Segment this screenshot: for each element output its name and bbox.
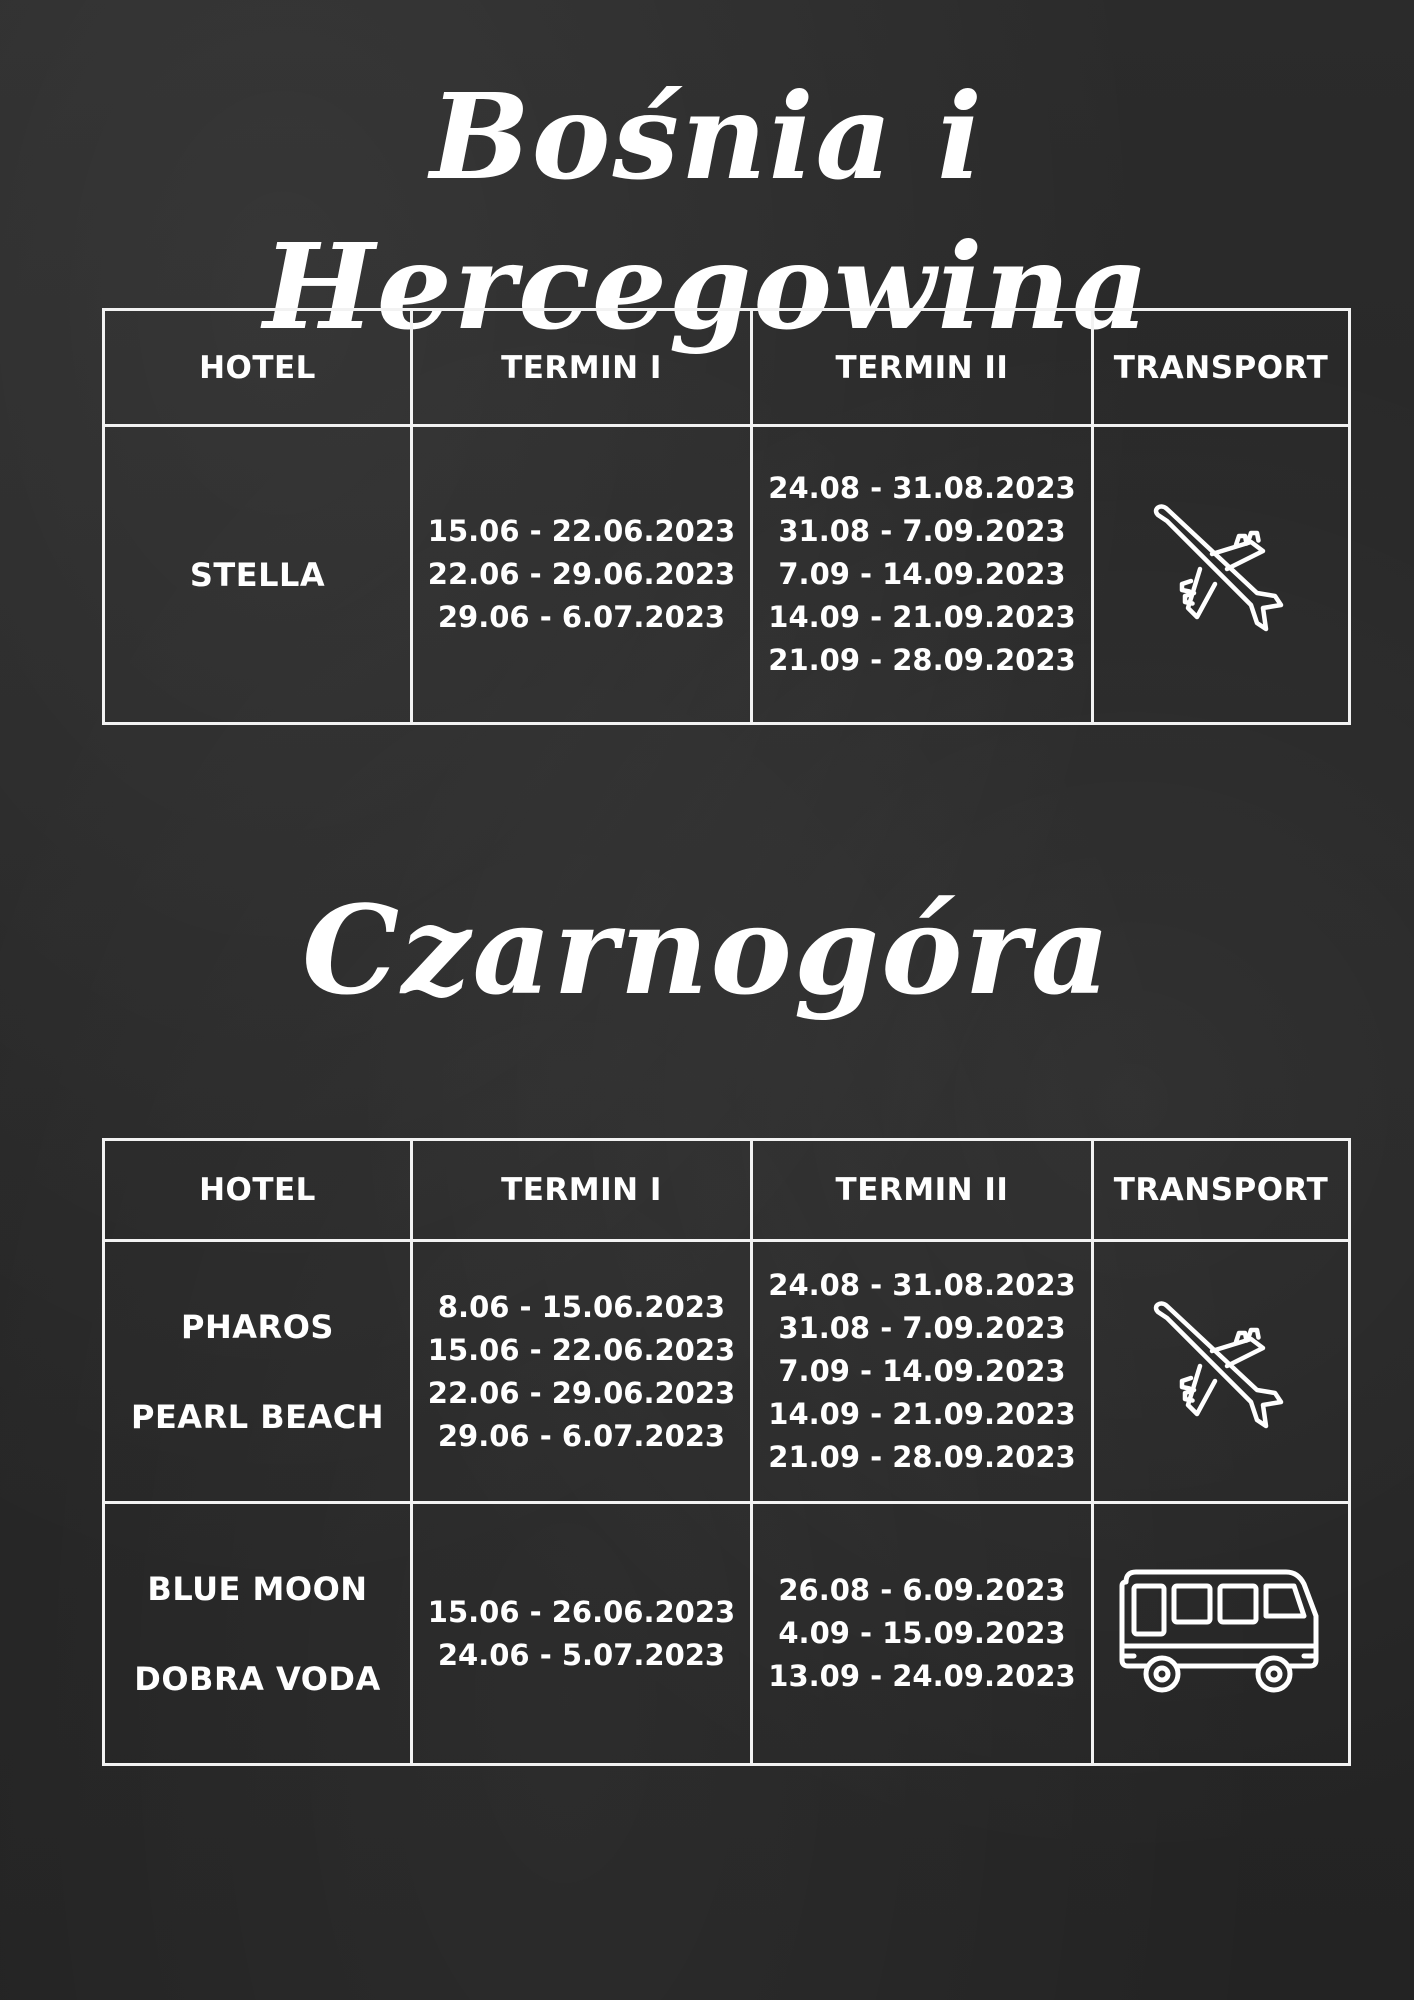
date-range: 15.06 - 22.06.2023: [427, 514, 736, 548]
date-range: 26.08 - 6.09.2023: [778, 1573, 1066, 1607]
date-range: 31.08 - 7.09.2023: [778, 514, 1066, 548]
header-term1: TERMIN I: [412, 310, 752, 426]
section-title-bosnia: Bośnia i Hercegowina: [263, 67, 1151, 356]
header-hotel: HOTEL: [104, 1140, 412, 1241]
date-range: 21.09 - 28.09.2023: [768, 643, 1076, 677]
date-range: 21.09 - 28.09.2023: [768, 1440, 1076, 1474]
date-range: 15.06 - 22.06.2023: [427, 1332, 736, 1367]
header-transport: TRANSPORT: [1093, 310, 1350, 426]
header-transport: TRANSPORT: [1093, 1140, 1350, 1241]
hotel-cell: [104, 1241, 412, 1503]
header-term2: TERMIN II: [752, 1140, 1093, 1241]
date-range: 7.09 - 14.09.2023: [778, 557, 1066, 591]
table-header-row: [104, 1140, 1350, 1241]
term1-cell: [412, 426, 752, 724]
date-range: 8.06 - 15.06.2023: [437, 1289, 726, 1324]
hotel-cell: [104, 426, 412, 724]
table-row: [104, 426, 1350, 724]
date-range: 14.09 - 21.09.2023: [768, 1397, 1076, 1431]
date-range: 29.06 - 6.07.2023: [437, 600, 726, 634]
term2-cell: [752, 1241, 1093, 1503]
term2-cell: [752, 426, 1093, 724]
date-range: 15.06 - 26.06.2023: [427, 1594, 736, 1629]
transport-cell: [1093, 426, 1350, 724]
table-row: [104, 1503, 1350, 1765]
transport-cell: [1093, 1241, 1350, 1503]
date-range: 29.06 - 6.07.2023: [437, 1418, 726, 1453]
header-term1: TERMIN I: [412, 1140, 752, 1241]
hotel-name: PHAROS: [181, 1307, 334, 1346]
hotel-name: BLUE MOON: [147, 1569, 368, 1608]
date-range: 22.06 - 29.06.2023: [427, 1375, 736, 1410]
date-range: 24.08 - 31.08.2023: [768, 471, 1076, 505]
date-range: 24.06 - 5.07.2023: [437, 1637, 726, 1672]
header-term2: TERMIN II: [752, 310, 1093, 426]
airplane-icon: [1094, 500, 1348, 650]
table-row: [104, 1241, 1350, 1503]
date-range: 7.09 - 14.09.2023: [778, 1354, 1066, 1388]
term1-cell: [412, 1503, 752, 1765]
hotel-name: STELLA: [189, 555, 326, 594]
section-title-montenegro: Czarnogóra: [302, 878, 1112, 1022]
term1-cell: [412, 1241, 752, 1503]
table-header-row: [104, 310, 1350, 426]
term2-cell: [752, 1503, 1093, 1765]
bosnia-table: [102, 308, 1351, 725]
bus-icon: [1094, 1568, 1348, 1700]
montenegro-table: [102, 1138, 1351, 1766]
date-range: 24.08 - 31.08.2023: [768, 1268, 1076, 1302]
date-range: 22.06 - 29.06.2023: [427, 557, 736, 591]
hotel-name: DOBRA VODA: [134, 1659, 381, 1698]
date-range: 13.09 - 24.09.2023: [768, 1659, 1076, 1693]
date-range: 4.09 - 15.09.2023: [778, 1616, 1066, 1650]
airplane-icon: [1094, 1297, 1348, 1447]
transport-cell: [1093, 1503, 1350, 1765]
date-range: 14.09 - 21.09.2023: [768, 600, 1076, 634]
hotel-cell: [104, 1503, 412, 1765]
hotel-name: PEARL BEACH: [130, 1397, 385, 1436]
date-range: 31.08 - 7.09.2023: [778, 1311, 1066, 1345]
header-hotel: HOTEL: [104, 310, 412, 426]
